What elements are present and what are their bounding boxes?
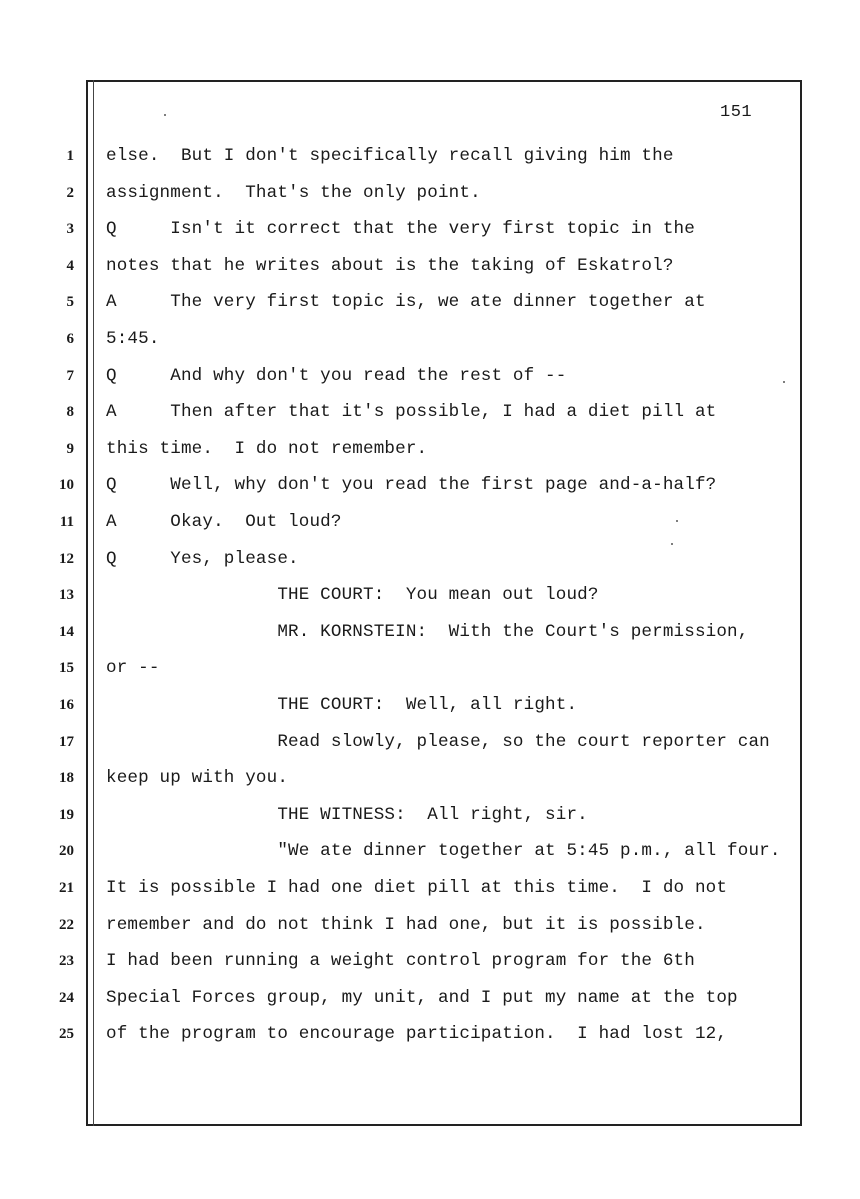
transcript-line: I had been running a weight control program for the 6th — [106, 951, 695, 971]
transcript-line: A The very first topic is, we ate dinner together at — [106, 292, 706, 312]
transcript-line: else. But I don't specifically recall giving him the — [106, 146, 674, 166]
line-number: 7 — [66, 368, 74, 384]
line-number: 16 — [59, 697, 74, 713]
line-number: 24 — [59, 990, 74, 1006]
margin-rule — [93, 80, 94, 1126]
line-number: 5 — [66, 294, 74, 310]
transcript-line: THE COURT: Well, all right. — [106, 695, 578, 715]
transcript-line: assignment. That's the only point. — [106, 183, 481, 203]
transcript-line: Q Yes, please. — [106, 549, 299, 569]
line-number: 4 — [66, 258, 74, 274]
transcript-line: this time. I do not remember. — [106, 439, 428, 459]
transcript-line: Q And why don't you read the rest of -- — [106, 366, 567, 386]
transcript-line: THE COURT: You mean out loud? — [106, 585, 599, 605]
line-number: 1 — [66, 148, 74, 164]
line-number: 8 — [66, 404, 74, 420]
line-number: 13 — [59, 587, 74, 603]
transcript-line: THE WITNESS: All right, sir. — [106, 805, 588, 825]
page-number: 151 — [720, 103, 753, 122]
line-number: 11 — [59, 514, 74, 530]
line-number: 23 — [59, 953, 74, 969]
line-number: 22 — [59, 917, 74, 933]
transcript-line: keep up with you. — [106, 768, 289, 788]
line-number: 21 — [59, 880, 74, 896]
transcript-line: It is possible I had one diet pill at this time. I do not — [106, 878, 728, 898]
transcript-line: A Okay. Out loud? — [106, 512, 342, 532]
transcript-line: Q Well, why don't you read the first page and-a-half? — [106, 475, 717, 495]
line-number: 14 — [59, 624, 74, 640]
scan-speck — [671, 543, 673, 545]
line-number: 10 — [59, 477, 74, 493]
line-number: 12 — [59, 551, 74, 567]
transcript-line: or -- — [106, 658, 160, 678]
transcript-line: Read slowly, please, so the court reporter can — [106, 732, 770, 752]
transcript-line: remember and do not think I had one, but it is possible. — [106, 915, 706, 935]
scan-speck — [164, 114, 166, 116]
transcript-line: "We ate dinner together at 5:45 p.m., all four. — [106, 841, 781, 861]
transcript-line: of the program to encourage participation. I had lost 12, — [106, 1024, 728, 1044]
line-number: 19 — [59, 807, 74, 823]
line-number: 3 — [66, 221, 74, 237]
line-number: 17 — [59, 734, 74, 750]
transcript-line: notes that he writes about is the taking of Eskatrol? — [106, 256, 674, 276]
line-number: 20 — [59, 843, 74, 859]
transcript-line: Q Isn't it correct that the very first topic in the — [106, 219, 695, 239]
scan-speck — [783, 381, 785, 383]
line-number: 2 — [66, 185, 74, 201]
scan-speck — [676, 520, 678, 522]
transcript-line: 5:45. — [106, 329, 160, 349]
transcript-line: Special Forces group, my unit, and I put my name at the top — [106, 988, 738, 1008]
line-number: 15 — [59, 660, 74, 676]
transcript-line: A Then after that it's possible, I had a diet pill at — [106, 402, 717, 422]
line-number: 18 — [59, 770, 74, 786]
line-number: 25 — [59, 1026, 74, 1042]
line-number: 9 — [66, 441, 74, 457]
transcript-line: MR. KORNSTEIN: With the Court's permission, — [106, 622, 749, 642]
line-number: 6 — [66, 331, 74, 347]
